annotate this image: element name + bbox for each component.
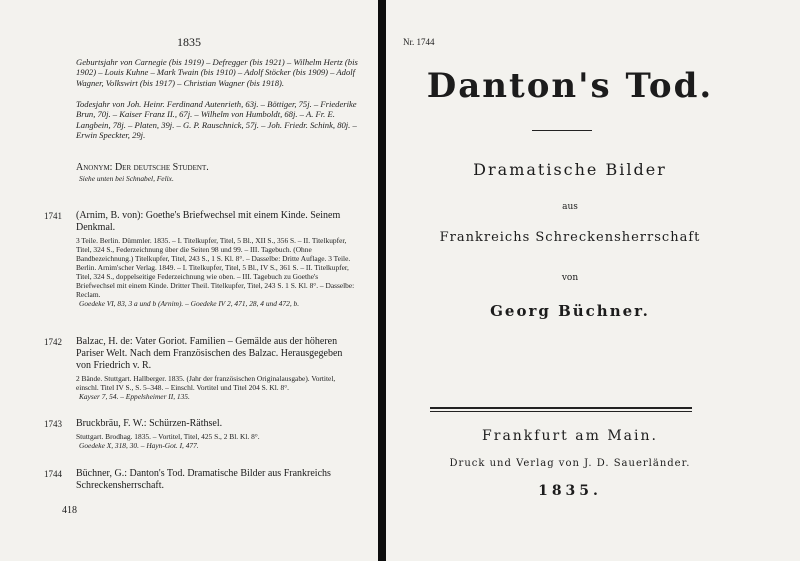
entry-number: 1743	[44, 419, 62, 429]
imprint-rule	[430, 407, 692, 409]
entry-title: Bruckbräu, F. W.: Schürzen-Räthsel.	[76, 418, 223, 429]
anonym-title: Anonym: Der deutsche Student.	[76, 162, 209, 173]
entry-title: Büchner, G.: Danton's Tod. Dramatische Bilder aus Frankreichs Schreckensherrschaft.	[76, 468, 331, 491]
aus-text: aus	[562, 202, 578, 212]
imprint-rule-thin	[430, 411, 692, 412]
entry-details: 2 Bände. Stuttgart. Hallberger. 1835. (Jahr der französischen Originalausgabe). Vortitel, einschl. Titel IV S., S. 5–348. – Einschl. Vortitel und Titel 204 S. Kl. 8°.	[76, 374, 336, 392]
entry-1744	[76, 468, 358, 492]
author: Georg Büchner.	[490, 302, 650, 320]
deaths-paragraph: Todesjahr von Joh. Heinr. Ferdinand Autenrieth, 63j. – Böttiger, 75j. – Friederike Brun, 70j. – Kaiser Franz II., 67j. – Wilhelm von Humboldt, 68j. – A. Fr. E. Langbein, 78j. – Platen, 39j. – G. P. Rauschnick, 57j. – Joh. Friedr. Schink, 80j. – Erwin Speckter, 29j.	[76, 99, 357, 141]
title-page-number: Nr. 1744	[403, 37, 435, 47]
entry-number: 1741	[44, 211, 62, 221]
subtitle: Dramatische Bilder	[473, 160, 667, 179]
entry-reference: Goedeke X, 318, 30. – Hayn-Got. I, 477.	[79, 441, 199, 450]
page-number: 418	[62, 505, 77, 516]
title-rule	[532, 130, 592, 131]
book-gutter	[378, 0, 386, 561]
anonym-entry	[76, 162, 358, 183]
year-heading: 1835	[177, 35, 201, 49]
births-paragraph: Geburtsjahr von Carnegie (bis 1919) – Defregger (bis 1921) – Wilhelm Hertz (bis 1902) – Louis Kuhne – Mark Twain (bis 1910) – Adolf Stöcker (bis 1909) – Adolf Wagner, Volkswirt (bis 1917) – Christian Wagner (bis 1918).	[76, 57, 358, 88]
imprint-year: 1835.	[538, 483, 602, 499]
entry-reference: Goedeke VI, 83, 3 a und b (Arnim). – Goedeke IV 2, 471, 28, 4 und 472, b.	[79, 299, 300, 308]
entry-details: 3 Teile. Berlin. Dümmler. 1835. – I. Titelkupfer, Titel, 5 Bl., XII S., 356 S. – II. Titelkupfer, Titel, 324 S., Federzeichnung über die Seiten 98 und 99. – III. Tagebuch. (Ohne Bandbezeichnung.) Titelkupfer, Titel, 243 S., 1 S. Kl. 8°. – Dasselbe: Dritte Auflage. 3 Teile. Berlin. Arnim'scher Verlag. 1849. – I. Titelkupfer, Titel, 5 Bl., IV S., 361 S. – II. Titelkupfer, Titel, 324 S., doppelseitige Federzeichnung wie oben. – III. Tagebuch zu Goethe's Briefwechsel mit einem Kinde. Dritter Theil. Titelkupfer, Titel, 243 S. 1 S. Kl. 8°. – Dasselbe: Reclam.	[76, 236, 355, 299]
book-title: Danton's Tod.	[426, 66, 714, 106]
entry-1741	[76, 210, 358, 308]
subtitle-2: Frankreichs Schreckensherrschaft	[439, 230, 701, 245]
entry-details: Stuttgart. Brodhag. 1835. – Vortitel, Titel, 425 S., 2 Bl. Kl. 8°.	[76, 432, 260, 441]
anonym-reference: Siehe unten bei Schnabel, Felix.	[79, 174, 174, 183]
entry-title: Balzac, H. de: Vater Goriot. Familien – Gemälde aus der höheren Pariser Welt. Nach dem Französischen des Balzac. Herausgegeben von Friedrich v. R.	[76, 336, 343, 371]
imprint-printer: Druck und Verlag von J. D. Sauerländer.	[449, 458, 691, 469]
entry-1742	[76, 336, 358, 401]
entry-number: 1742	[44, 337, 62, 347]
imprint-city: Frankfurt am Main.	[482, 428, 658, 444]
entry-number: 1744	[44, 469, 62, 479]
entry-1743	[76, 418, 358, 450]
entry-title: (Arnim, B. von): Goethe's Briefwechsel mit einem Kinde. Seinem Denkmal.	[76, 210, 341, 233]
entry-reference: Kayser 7, 54. – Eppelsheimer II, 135.	[79, 392, 190, 401]
von-text: von	[561, 273, 579, 283]
left-page	[0, 0, 378, 561]
